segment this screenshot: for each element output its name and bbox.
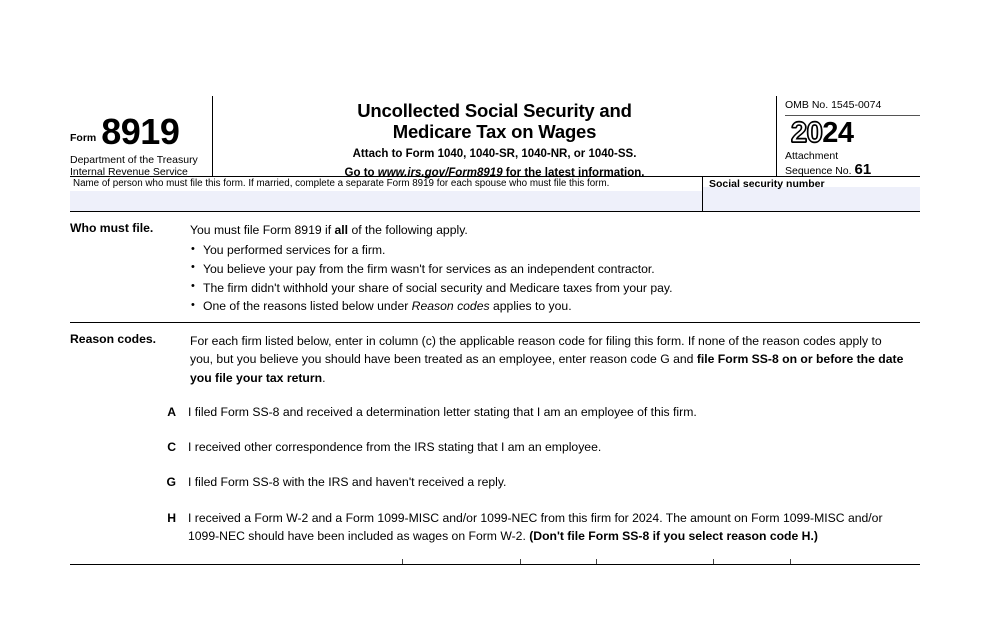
tax-year	[791, 119, 920, 148]
ssn-field-label: Social security number	[709, 178, 825, 190]
list-item	[70, 473, 920, 491]
attachment-sequence-line	[785, 162, 920, 177]
column-tick	[596, 559, 597, 564]
intro-all-emphasis: all	[334, 223, 349, 237]
form-header	[70, 96, 920, 179]
form-title	[221, 100, 768, 142]
department-block	[70, 154, 208, 179]
form-title-line-1: Uncollected Social Security and	[357, 100, 632, 121]
list-item: • You believe your pay from the firm wasn't for services as an independent contractor.	[190, 260, 920, 279]
department-line-1: Department of the Treasury	[70, 154, 198, 166]
who-must-file-bullets	[190, 241, 920, 316]
tax-year-century: 20	[791, 117, 823, 149]
reason-code-text: I filed Form SS-8 with the IRS and haven't received a reply.	[188, 475, 507, 490]
ssn-field-cell[interactable]	[702, 177, 920, 211]
bullet4-reason-codes-ref: Reason codes	[411, 299, 490, 314]
form-number-row	[70, 96, 208, 153]
who-must-file-body	[190, 212, 920, 316]
reason-codes-label: Reason codes.	[70, 331, 157, 346]
form-title-line-2: Medicare Tax on Wages	[392, 121, 597, 143]
irs-url[interactable]: www.irs.gov/Form8919	[377, 166, 503, 179]
reason-para-end: .	[322, 370, 326, 385]
reason-para-normal: For each firm listed below, enter in column (c) the applicable reason code for filing this form. If none of the reason codes apply to you, but you believe you should have been treated as an employee, enter reason code G and	[190, 333, 882, 367]
omb-divider	[785, 115, 920, 116]
reason-codes-body	[190, 323, 920, 387]
table-top-edge	[70, 558, 920, 568]
who-must-file-section	[70, 212, 920, 316]
sequence-no-label: Sequence No.	[785, 165, 852, 178]
who-must-file-label: Who must file.	[70, 221, 154, 235]
header-title-block	[213, 96, 776, 179]
name-field-cell[interactable]	[70, 177, 702, 211]
bottom-rule	[70, 564, 920, 565]
reason-code-letter: C	[167, 440, 176, 455]
reason-code-text: I received other correspondence from the IRS stating that I am an employee.	[188, 440, 602, 455]
reason-code-text: I filed Form SS-8 and received a determination letter stating that I am an employee of this firm.	[188, 404, 697, 419]
identity-row	[70, 176, 920, 212]
reason-para-bold: file Form SS-8 on or before the date you file your tax return	[190, 352, 904, 385]
attachment-sequence-block	[785, 150, 920, 177]
goto-prefix: Go to	[344, 166, 378, 179]
sequence-number: 61	[854, 161, 872, 179]
list-item	[190, 297, 920, 316]
reason-code-list	[70, 403, 920, 545]
tax-year-short: 24	[822, 117, 854, 149]
name-field-label: Name of person who must file this form. If married, complete a separate Form 8919 for each spouse who must file this form.	[73, 178, 610, 189]
header-form-identity	[70, 96, 212, 179]
omb-number: OMB No. 1545-0074	[785, 99, 882, 111]
bullet4-before: One of the reasons listed below under	[203, 299, 412, 314]
reason-code-letter: H	[167, 510, 176, 525]
column-tick	[790, 559, 791, 564]
form-8919	[70, 96, 920, 568]
list-item	[70, 509, 920, 546]
form-number: 8919	[101, 111, 180, 153]
name-input[interactable]	[70, 191, 702, 211]
reason-code-letter: G	[166, 475, 176, 490]
department-line-2: Internal Revenue Service	[70, 166, 188, 179]
attach-to-line: Attach to Form 1040, 1040-SR, 1040-NR, or 1040-SS.	[352, 148, 637, 161]
header-omb-block	[777, 96, 920, 179]
bullet4-after: applies to you.	[489, 299, 572, 314]
column-tick	[402, 559, 403, 564]
intro-after: of the following apply.	[348, 223, 468, 237]
column-tick	[520, 559, 521, 564]
reason-codes-section	[70, 323, 920, 387]
column-tick	[713, 559, 714, 564]
form-word-label: Form	[70, 131, 97, 144]
reason-codes-paragraph	[190, 332, 906, 387]
goto-suffix: for the latest information.	[502, 166, 645, 179]
list-item	[70, 438, 920, 456]
list-item	[70, 403, 920, 421]
reason-code-letter: A	[167, 404, 176, 419]
reason-code-text-main: I received a Form W-2 and a Form 1099-MISC and/or 1099-NEC from this firm for 2024. The amount on Form 1099-MISC and/or 1099-NEC should have been included as wages on Form W-2.	[188, 510, 883, 543]
attachment-label: Attachment	[785, 150, 839, 162]
list-item: • You performed services for a firm.	[190, 241, 920, 260]
reason-code-text-bold-tail: (Don't file Form SS-8 if you select reason code H.)	[529, 529, 818, 543]
list-item: • The firm didn't withhold your share of social security and Medicare taxes from your pay.	[190, 279, 920, 298]
intro-before: You must file Form 8919 if	[190, 223, 335, 237]
reason-code-text	[188, 509, 888, 546]
who-must-file-intro	[190, 221, 920, 239]
ssn-input[interactable]	[703, 187, 920, 211]
